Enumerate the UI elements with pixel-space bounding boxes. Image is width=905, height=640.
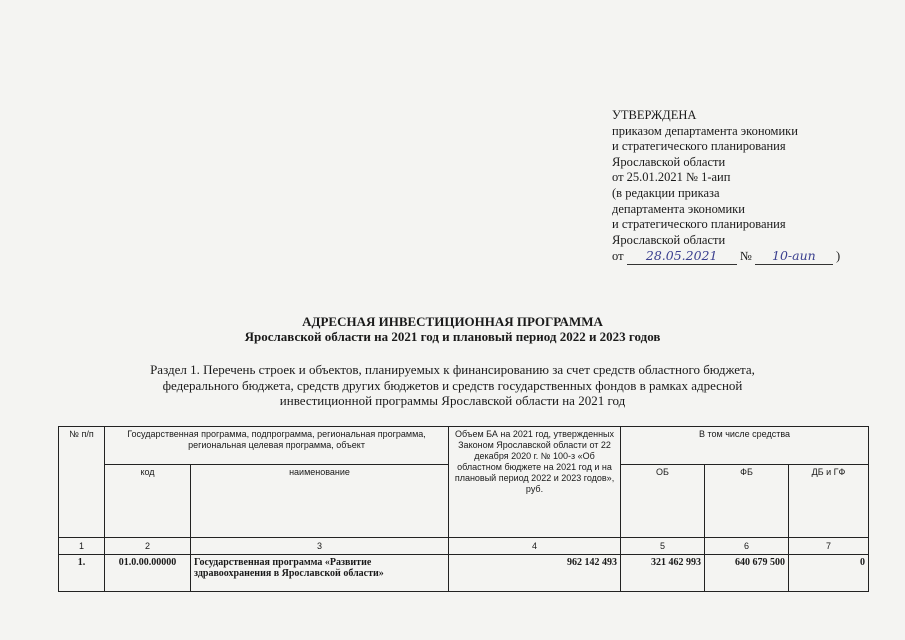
table-row <box>59 555 869 592</box>
number-sign: № <box>739 249 752 264</box>
row-num: 1. <box>59 555 105 592</box>
column-number: 2 <box>105 538 191 555</box>
approval-line: приказом департамента экономики <box>612 123 798 138</box>
approval-line: и стратегического планирования <box>612 139 786 154</box>
approval-line: департамента экономики <box>612 201 745 216</box>
column-number: 4 <box>449 538 621 555</box>
header-row-1 <box>59 427 869 465</box>
row-ob: 321 462 993 <box>621 555 705 592</box>
column-number: 7 <box>789 538 869 555</box>
header-program: Государственная программа, подпрограмма, региональная программа, региональная целевая программа, объект <box>105 427 449 465</box>
section-line-2: федерального бюджета, средств других бюджетов и средств государственных фондов в рамках адресной <box>162 377 743 393</box>
date-prefix: от <box>612 249 624 264</box>
title-line-2: Ярославской области на 2021 год и плановый период 2022 и 2023 годов <box>244 329 661 344</box>
header-including: В том числе средства <box>621 427 869 465</box>
header-fb: ФБ <box>705 465 789 538</box>
row-name: Государственная программа «Развитие здравоохранения в Ярославской области» <box>191 555 449 592</box>
handwritten-date: 28.05.2021 <box>627 248 737 265</box>
section-heading <box>60 362 845 409</box>
approval-line: УТВЕРЖДЕНА <box>612 108 697 122</box>
investment-table <box>58 426 869 592</box>
row-fb: 640 679 500 <box>705 555 789 592</box>
handwritten-number: 10-аип <box>755 248 833 265</box>
approval-date-line <box>612 248 840 265</box>
approval-line: Ярославской области <box>612 232 726 247</box>
row-volume: 962 142 493 <box>449 555 621 592</box>
section-line-1: Раздел 1. Перечень строек и объектов, планируемых к финансированию за счет средств областного бюджета, <box>150 362 755 377</box>
column-number: 6 <box>705 538 789 555</box>
row-code: 01.0.00.00000 <box>105 555 191 592</box>
column-number: 1 <box>59 538 105 555</box>
header-ob: ОБ <box>621 465 705 538</box>
header-volume: Объем БА на 2021 год, утвержденных Законом Ярославской области от 22 декабря 2020 г. № 100-з «Об областном бюджете на 2021 год и на плановый период 2022 и 2023 годов», руб. <box>449 427 621 538</box>
row-db: 0 <box>789 555 869 592</box>
approval-line: Ярославской области <box>612 154 726 169</box>
header-db: ДБ и ГФ <box>789 465 869 538</box>
approval-line: (в редакции приказа <box>612 185 720 200</box>
section-line-3: инвестиционной программы Ярославской области на 2021 год <box>279 393 626 408</box>
approval-line: и стратегического планирования <box>612 217 786 232</box>
header-name: наименование <box>191 465 449 538</box>
approval-block <box>612 108 840 265</box>
closing-paren: ) <box>836 249 841 264</box>
header-num: № п/п <box>59 427 105 538</box>
column-number-row <box>59 538 869 555</box>
column-number: 5 <box>621 538 705 555</box>
title-line-1: АДРЕСНАЯ ИНВЕСТИЦИОННАЯ ПРОГРАММА <box>302 314 603 329</box>
approval-line: от 25.01.2021 № 1-аип <box>612 170 731 185</box>
header-code: код <box>105 465 191 538</box>
column-number: 3 <box>191 538 449 555</box>
document-title <box>0 314 905 344</box>
